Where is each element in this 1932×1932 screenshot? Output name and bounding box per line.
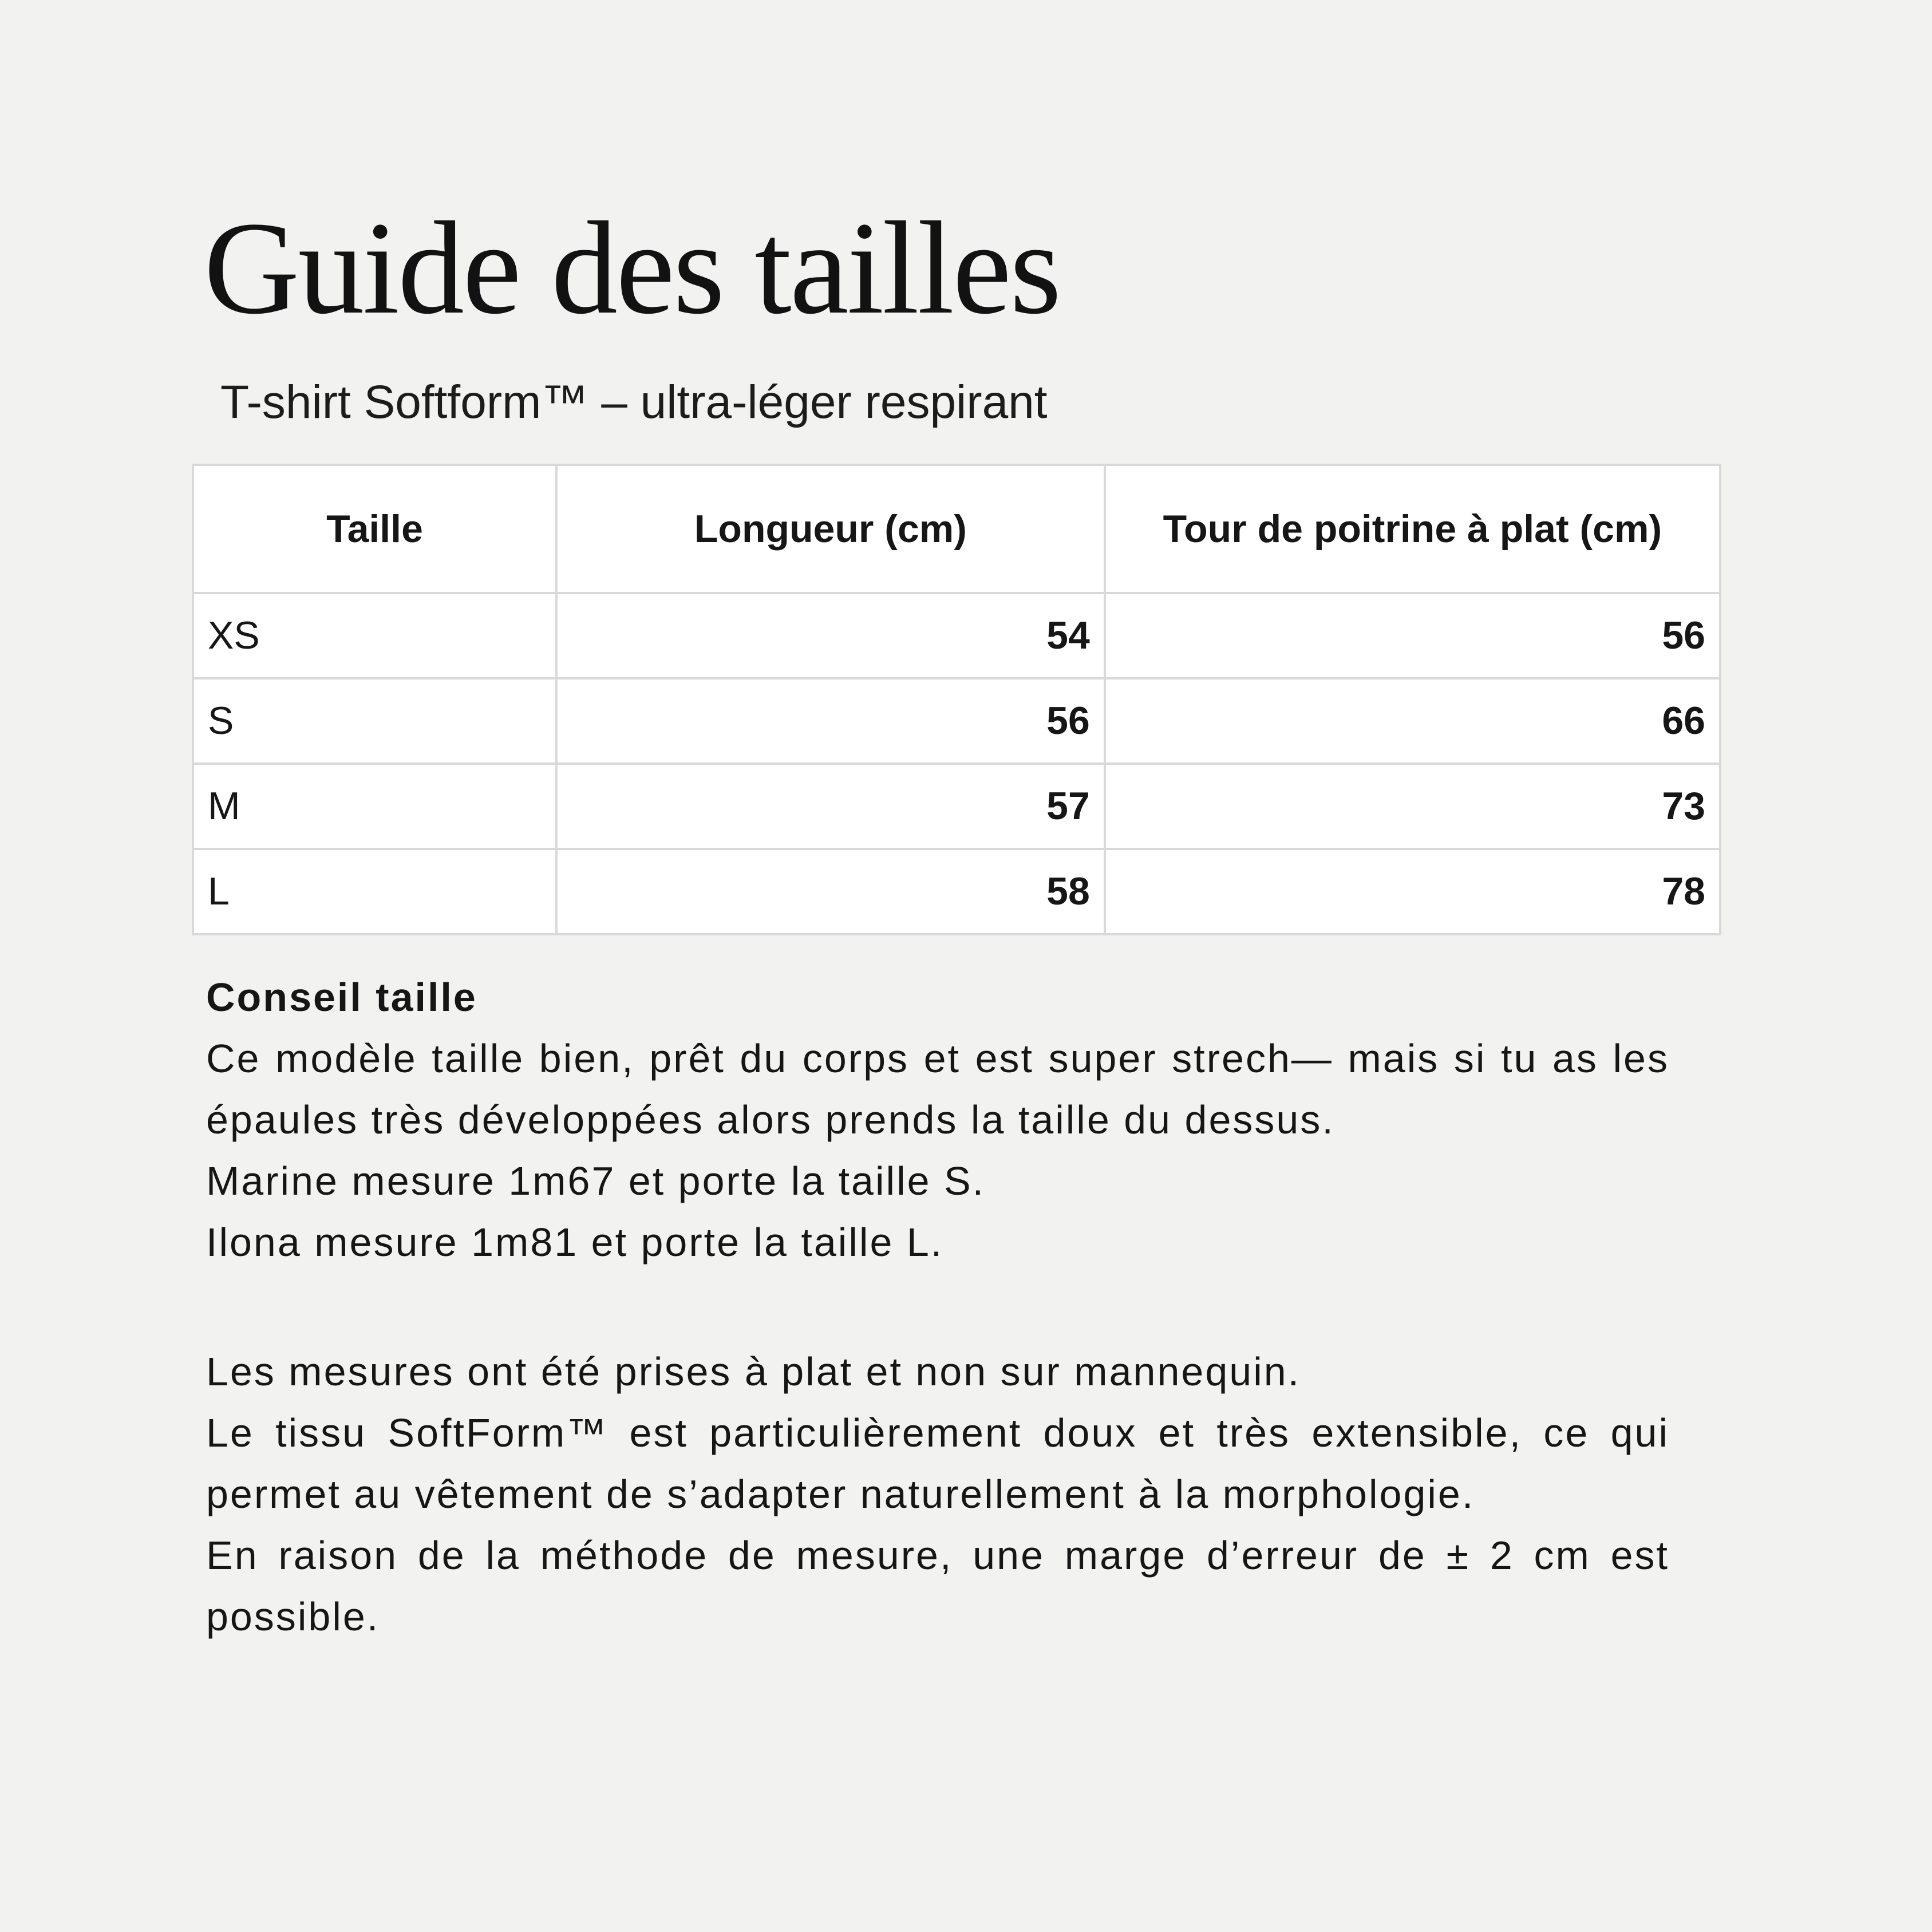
size-table-header xyxy=(193,465,1720,593)
header-poitrine: Tour de poitrine à plat (cm) xyxy=(1105,465,1720,593)
poitrine-value: 66 xyxy=(1105,678,1720,764)
page-title: Guide des tailles xyxy=(204,195,1060,342)
table-row-xs xyxy=(193,593,1720,678)
size-label: M xyxy=(193,764,556,849)
header-taille: Taille xyxy=(193,465,556,593)
measure-note: Les mesures ont été prises à plat et non sur mannequin. xyxy=(206,1349,1301,1394)
longueur-value: 57 xyxy=(556,764,1105,849)
advice-model-2: Ilona mesure 1m81 et porte la taille L. xyxy=(206,1220,944,1265)
size-advice-section xyxy=(206,967,1669,1273)
measurement-notes-section xyxy=(206,1341,1669,1647)
poitrine-value: 73 xyxy=(1105,764,1720,849)
longueur-value: 54 xyxy=(556,593,1105,678)
product-subtitle: T-shirt Softform™ – ultra-léger respirant xyxy=(220,376,1048,428)
table-row-m xyxy=(193,764,1720,849)
poitrine-value: 78 xyxy=(1105,849,1720,934)
size-label: S xyxy=(193,678,556,764)
size-label: L xyxy=(193,849,556,934)
error-note: En raison de la méthode de mesure, une marge d’erreur de ± 2 cm est possible. xyxy=(206,1533,1669,1639)
header-longueur: Longueur (cm) xyxy=(556,465,1105,593)
advice-fit-text: Ce modèle taille bien, prêt du corps et est super strech— mais si tu as les épaules très développées alors prends la taille du dessus. xyxy=(206,1036,1669,1142)
table-row-s xyxy=(193,678,1720,764)
advice-heading: Conseil taille xyxy=(206,975,477,1020)
header-row xyxy=(193,465,1720,593)
poitrine-value: 56 xyxy=(1105,593,1720,678)
size-label: XS xyxy=(193,593,556,678)
size-table-body xyxy=(193,593,1720,934)
size-table xyxy=(192,464,1721,935)
table-row-l xyxy=(193,849,1720,934)
advice-model-1: Marine mesure 1m67 et porte la taille S. xyxy=(206,1159,986,1203)
fabric-note: Le tissu SoftForm™ est particulièrement doux et très extensible, ce qui permet au vêtement de s’adapter naturellement à la morphologie. xyxy=(206,1411,1669,1516)
longueur-value: 58 xyxy=(556,849,1105,934)
longueur-value: 56 xyxy=(556,678,1105,764)
